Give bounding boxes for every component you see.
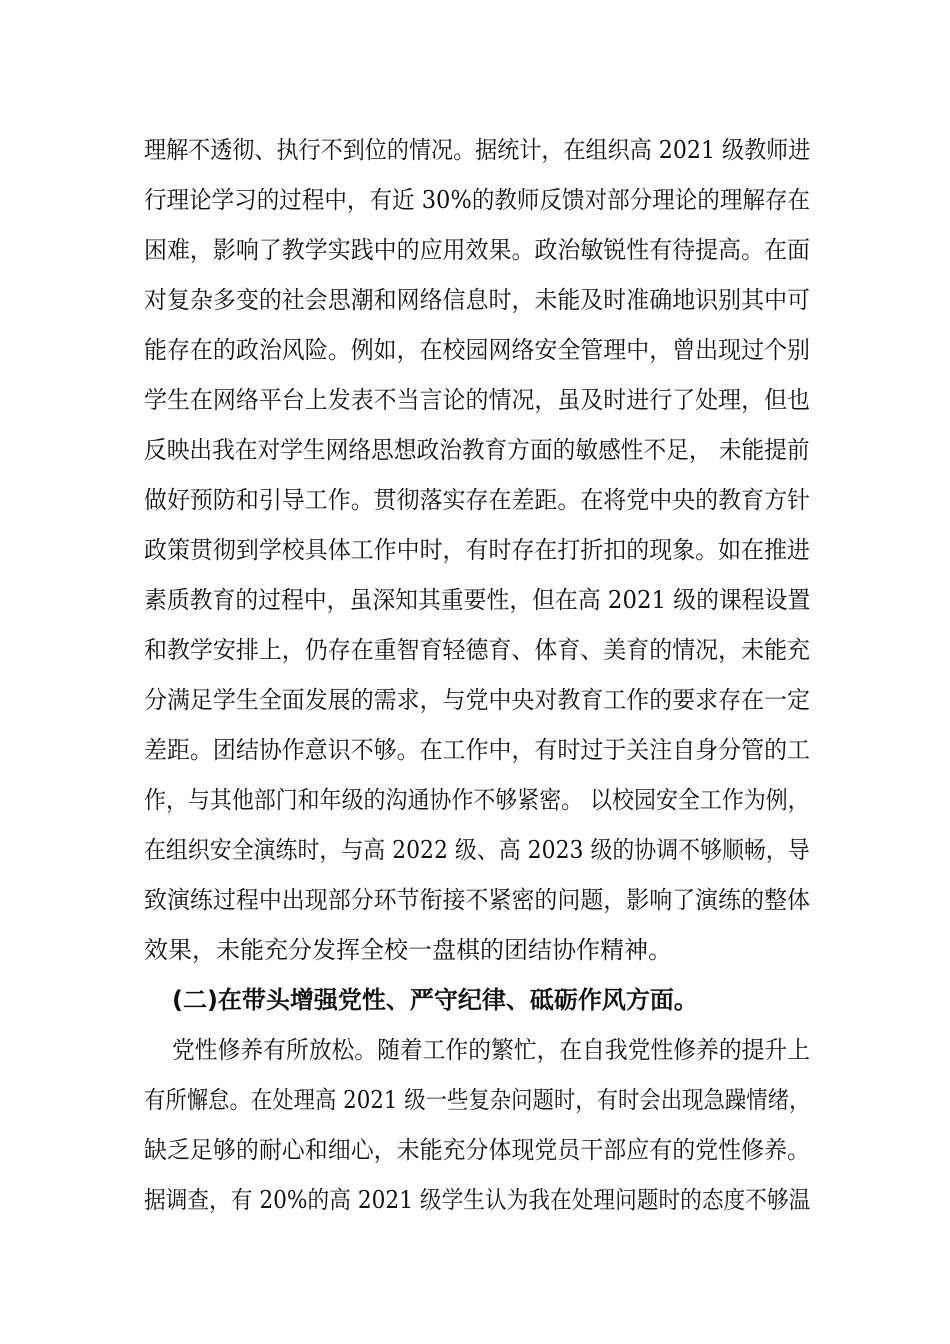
text-line: 行理论学习的过程中，有近 30%的教师反馈对部分理论的理解存在 <box>144 186 811 214</box>
text-line: 分满足学生全面发展的需求，与党中央对教育工作的要求存在一定 <box>144 686 811 714</box>
text-line: 反映出我在对学生网络思想政治教育方面的敏感性不足， 未能提前 <box>144 436 810 464</box>
text-line: 作，与其他部门和年级的沟通协作不够紧密。 以校园安全工作为例， <box>144 786 810 814</box>
text-line: 有所懈怠。在处理高 2021 级一些复杂问题时，有时会出现急躁情绪， <box>144 1086 811 1114</box>
text-line: 和教学安排上，仍存在重智育轻德育、体育、美育的情况，未能充 <box>144 636 811 664</box>
text-line: 做好预防和引导工作。贯彻落实存在差距。在将党中央的教育方针 <box>144 486 811 514</box>
text-line: 素质教育的过程中，虽深知其重要性，但在高 2021 级的课程设置 <box>144 586 811 614</box>
text-line: 差距。团结协作意识不够。在工作中，有时过于关注自身分管的工 <box>144 736 811 764</box>
text-line: 据调查，有 20%的高 2021 级学生认为我在处理问题时的态度不够温 <box>144 1186 811 1214</box>
text-line: 理解不透彻、执行不到位的情况。据统计，在组织高 2021 级教师进 <box>144 136 811 164</box>
section-heading: (二)在带头增强党性、严守纪律、砥砺作风方面。 <box>172 986 698 1014</box>
text-line: 致演练过程中出现部分环节衔接不紧密的问题，影响了演练的整体 <box>144 886 811 914</box>
text-line: 对复杂多变的社会思潮和网络信息时，未能及时准确地识别其中可 <box>144 286 811 314</box>
text-line: 效果，未能充分发挥全校一盘棋的团结协作精神。 <box>144 936 672 964</box>
text-line: 党性修养有所放松。随着工作的繁忙，在自我党性修养的提升上 <box>172 1036 810 1064</box>
text-line: 困难，影响了教学实践中的应用效果。政治敏锐性有待提高。在面 <box>144 236 811 264</box>
text-line: 缺乏足够的耐心和细心，未能充分体现党员干部应有的党性修养。 <box>144 1136 811 1164</box>
text-line: 学生在网络平台上发表不当言论的情况，虽及时进行了处理，但也 <box>144 386 811 414</box>
text-line: 政策贯彻到学校具体工作中时，有时存在打折扣的现象。如在推进 <box>144 536 811 564</box>
text-line: 在组织安全演练时，与高 2022 级、高 2023 级的协调不够顺畅，导 <box>144 836 810 864</box>
text-line: 能存在的政治风险。例如，在校园网络安全管理中，曾出现过个别 <box>144 336 811 364</box>
